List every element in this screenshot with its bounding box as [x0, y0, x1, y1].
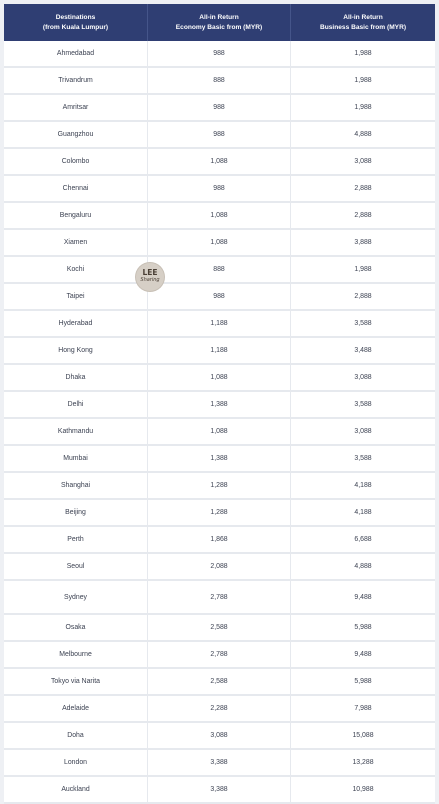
destination-cell: Bengaluru [4, 203, 148, 230]
table-row [4, 284, 435, 311]
business-price-cell: 3,088 [291, 419, 435, 446]
economy-price-cell: 1,288 [148, 500, 291, 527]
watermark-line1: LEE [142, 268, 158, 277]
destination-cell: Tokyo via Narita [4, 669, 148, 696]
economy-price-cell: 988 [148, 41, 291, 68]
table-row [4, 527, 435, 554]
table-row [4, 257, 435, 284]
header-destinations-subtitle: (from Kuala Lumpur) [42, 23, 109, 31]
table-row [4, 122, 435, 149]
business-price-cell: 1,988 [291, 41, 435, 68]
destination-cell: Colombo [4, 149, 148, 176]
business-price-cell: 3,888 [291, 230, 435, 257]
header-economy [148, 4, 291, 41]
lee-sharing-watermark-logo [136, 263, 164, 291]
business-price-cell: 4,888 [291, 122, 435, 149]
table-body [4, 41, 435, 804]
economy-price-cell: 1,388 [148, 446, 291, 473]
header-destinations [4, 4, 148, 41]
destination-cell: Shanghai [4, 473, 148, 500]
destination-cell: Perth [4, 527, 148, 554]
destination-cell: Kathmandu [4, 419, 148, 446]
table-row [4, 554, 435, 581]
table-row [4, 338, 435, 365]
economy-price-cell: 1,088 [148, 230, 291, 257]
header-business [291, 4, 435, 41]
destination-cell: Hyderabad [4, 311, 148, 338]
business-price-cell: 5,988 [291, 669, 435, 696]
business-price-cell: 1,988 [291, 68, 435, 95]
destination-cell: Guangzhou [4, 122, 148, 149]
business-price-cell: 3,588 [291, 392, 435, 419]
economy-price-cell: 1,088 [148, 149, 291, 176]
business-price-cell: 2,888 [291, 203, 435, 230]
table-row [4, 392, 435, 419]
economy-price-cell: 888 [148, 68, 291, 95]
watermark-line2: Sharing [140, 276, 160, 283]
table-row [4, 365, 435, 392]
destination-cell: Amritsar [4, 95, 148, 122]
table-row [4, 311, 435, 338]
table-row [4, 581, 435, 615]
business-price-cell: 5,988 [291, 615, 435, 642]
table-row [4, 642, 435, 669]
destination-cell: Doha [4, 723, 148, 750]
table-row [4, 723, 435, 750]
economy-price-cell: 1,088 [148, 365, 291, 392]
table-row [4, 95, 435, 122]
economy-price-cell: 888 [148, 257, 291, 284]
table-row [4, 473, 435, 500]
economy-price-cell: 1,188 [148, 338, 291, 365]
destination-cell: Delhi [4, 392, 148, 419]
business-price-cell: 3,088 [291, 365, 435, 392]
economy-price-cell: 988 [148, 284, 291, 311]
business-price-cell: 3,588 [291, 311, 435, 338]
economy-price-cell: 988 [148, 122, 291, 149]
economy-price-cell: 1,188 [148, 311, 291, 338]
business-price-cell: 3,488 [291, 338, 435, 365]
business-price-cell: 3,088 [291, 149, 435, 176]
destination-cell: Osaka [4, 615, 148, 642]
table-row [4, 419, 435, 446]
economy-price-cell: 2,288 [148, 696, 291, 723]
destination-cell: Trivandrum [4, 68, 148, 95]
economy-price-cell: 2,088 [148, 554, 291, 581]
economy-price-cell: 1,868 [148, 527, 291, 554]
economy-price-cell: 988 [148, 176, 291, 203]
economy-price-cell: 1,088 [148, 203, 291, 230]
header-row [4, 4, 435, 41]
economy-price-cell: 988 [148, 95, 291, 122]
table-row [4, 500, 435, 527]
destination-cell: Ahmedabad [4, 41, 148, 68]
destination-cell: Seoul [4, 554, 148, 581]
header-economy-title: All-in Return [199, 13, 239, 21]
economy-price-cell: 3,388 [148, 777, 291, 804]
destination-cell: Melbourne [4, 642, 148, 669]
destination-cell: Auckland [4, 777, 148, 804]
table-row [4, 669, 435, 696]
economy-price-cell: 1,288 [148, 473, 291, 500]
business-price-cell: 2,888 [291, 284, 435, 311]
economy-price-cell: 2,788 [148, 581, 291, 615]
economy-price-cell: 2,588 [148, 615, 291, 642]
table-row [4, 615, 435, 642]
economy-price-cell: 1,088 [148, 419, 291, 446]
business-price-cell: 6,688 [291, 527, 435, 554]
fare-table [4, 4, 435, 804]
header-business-title: All-in Return [343, 13, 383, 21]
business-price-cell: 2,888 [291, 176, 435, 203]
destination-cell: Adelaide [4, 696, 148, 723]
destination-cell: Dhaka [4, 365, 148, 392]
business-price-cell: 13,288 [291, 750, 435, 777]
header-business-subtitle: Business Basic from (MYR) [319, 23, 407, 31]
destination-cell: Sydney [4, 581, 148, 615]
business-price-cell: 3,588 [291, 446, 435, 473]
table-row [4, 696, 435, 723]
destination-cell: Kochi [4, 257, 148, 284]
table-row [4, 149, 435, 176]
destination-cell: Taipei [4, 284, 148, 311]
table-row [4, 68, 435, 95]
business-price-cell: 1,988 [291, 257, 435, 284]
table-row [4, 41, 435, 68]
table-header [4, 4, 435, 41]
business-price-cell: 7,988 [291, 696, 435, 723]
table-row [4, 176, 435, 203]
business-price-cell: 9,488 [291, 642, 435, 669]
fare-table-container [4, 4, 435, 804]
economy-price-cell: 3,088 [148, 723, 291, 750]
economy-price-cell: 1,388 [148, 392, 291, 419]
table-row [4, 446, 435, 473]
business-price-cell: 4,188 [291, 473, 435, 500]
economy-price-cell: 2,588 [148, 669, 291, 696]
business-price-cell: 4,888 [291, 554, 435, 581]
destination-cell: Beijing [4, 500, 148, 527]
economy-price-cell: 2,788 [148, 642, 291, 669]
header-economy-subtitle: Economy Basic from (MYR) [175, 23, 263, 31]
business-price-cell: 4,188 [291, 500, 435, 527]
table-row [4, 750, 435, 777]
table-row [4, 230, 435, 257]
destination-cell: Hong Kong [4, 338, 148, 365]
business-price-cell: 10,988 [291, 777, 435, 804]
destination-cell: Chennai [4, 176, 148, 203]
destination-cell: Mumbai [4, 446, 148, 473]
destination-cell: London [4, 750, 148, 777]
business-price-cell: 9,488 [291, 581, 435, 615]
economy-price-cell: 3,388 [148, 750, 291, 777]
business-price-cell: 1,988 [291, 95, 435, 122]
destination-cell: Xiamen [4, 230, 148, 257]
business-price-cell: 15,088 [291, 723, 435, 750]
header-destinations-title: Destinations [55, 13, 96, 21]
table-row [4, 203, 435, 230]
